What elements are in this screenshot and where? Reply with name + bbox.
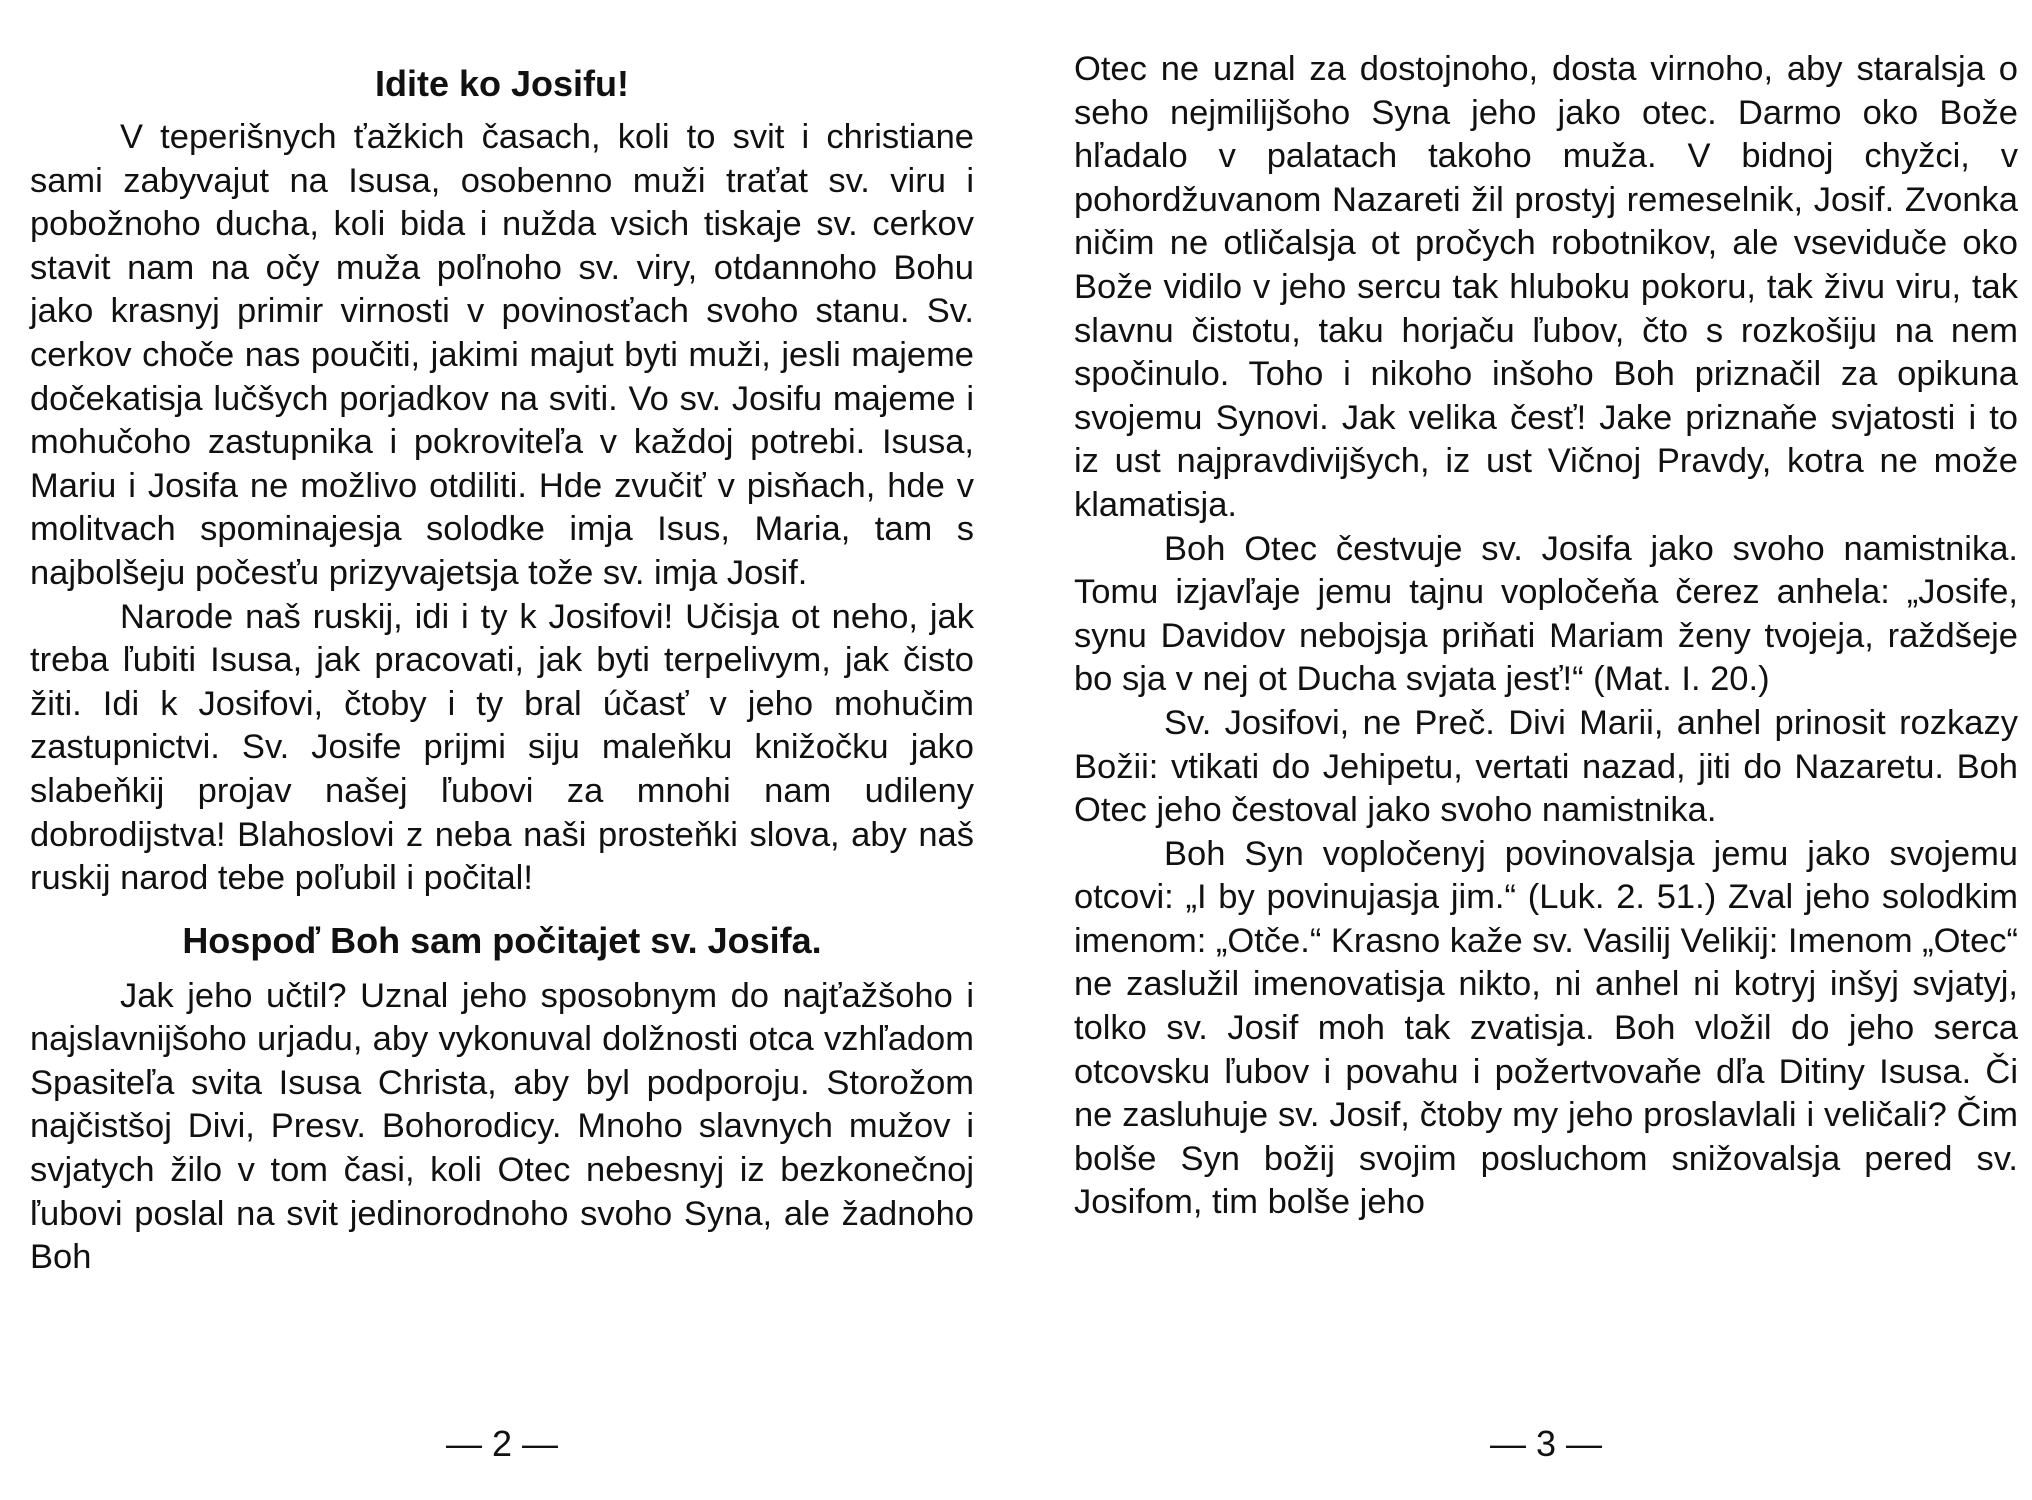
page-number: — 2 — — [445, 1423, 559, 1464]
paragraph: Boh Syn vopločenyj povinovalsja jemu jako svojemu otcovi: „I by povinujasja jim.“ (Luk. 2. 51.) Zval jeho solodkim imenom: „Otče.“ Krasno kaže sv. Vasilij Velikij: Imenom „Otec“ ne zaslužil imenovatisja nikto, ni anhel ni kotryj inšyj svjatyj, tolko sv. Josif moh tak zvatisja. Boh vložil do jeho serca otcovsku ľubov i povahu i požertvovaňe dľa Ditiny Isusa. Či ne zasluhuje sv. Josif, čtoby my jeho proslavlali i veličali? Čim bolše Syn božij svojim posluchom snižovalsja pered sv. Josifom, tim bolše jeho — [1074, 834, 2018, 1222]
paragraph: Jak jeho učtil? Uznal jeho sposobnym do najťažšoho i najslavnijšoho urjadu, aby vykonuval dolžnosti otca vzhľadom Spasiteľa svita Isusa Christa, aby byl podporoju. Storožom najčistšoj Divi, Presv. Bohorodicy. Mnoho slavnych mužov i svjatych žilo v tom časi, koli Otec nebesnyj iz bezkonečnoj ľubovi poslal na svit jedinorodnoho svoho Syna, ale žadnoho Boh — [30, 976, 974, 1277]
paragraph: Otec ne uznal za dostojnoho, dosta virnoho, aby staralsja o seho nejmilijšoho Syna jeho jako otec. Darmo oko Bože hľadalo v palatach takoho muža. V bidnoj chyžci, v pohordžuvanom Nazareti žil prostyj remeselnik, Josif. Zvonka ničim ne otličalsja ot pročych robotnikov, ale vseviduče oko Bože vidilo v jeho sercu tak hluboku pokoru, tak živu viru, tak slavnu čistotu, taku horjaču ľubov, čto s rozkošiju na nem spočinulo. Toho i nikoho inšoho Boh priznačil za opikuna svojemu Synovi. Jak velika česť! Jake priznaňe svjatosti i to iz ust najpravdivijšych, iz ust Vičnoj Pravdy, kotra ne može klamatisja. — [1074, 50, 2018, 524]
paragraph: V teperišnych ťažkich časach, koli to svit i christiane sami zabyvajut na Isusa, osobenno muži traťat sv. viru i pobožnoho ducha, koli bida i nužda vsich tiskaje sv. cerkov stavit nam na očy muža poľnoho sv. viry, otdannoho Bohu jako krasnyj primir virnosti v povinosťach svoho stanu. Sv. cerkov choče nas poučiti, jakimi majut byti muži, jesli majeme dočekatisja lučšych porjadkov na sviti. Vo sv. Josifu majeme i mohučoho zastupnika i pokroviteľa v každoj potrebi. Isusa, Mariu i Josifa ne možlivo otdiliti. Hde zvučiť v pisňach, hde v molitvach spominajesja solodke imja Isus, Maria, tam s najbolšeju počesťu prizyvajetsja tože sv. imja Josif. — [30, 118, 974, 592]
section-heading: Hospoď Boh sam počitajet sv. Josifa. — [182, 919, 822, 961]
left-page — [30, 48, 974, 1488]
paragraph: Boh Otec čestvuje sv. Josifa jako svoho namistnika. Tomu izjavľaje jemu tajnu vopločeňa čerez anhela: „Josife, synu Davidov nebojsja priňati Mariam ženy tvojeja, raždšeje bo sja v nej ot Ducha svjata jesť!“ (Mat. I. 20.) — [1074, 529, 2018, 699]
paragraph: Sv. Josifovi, ne Preč. Divi Marii, anhel prinosit rozkazy Božii: vtikati do Jehipetu, vertati nazad, jiti do Nazaretu. Boh Otec jeho čestoval jako svoho namistnika. — [1074, 703, 2018, 830]
chapter-heading: Idite ko Josifu! — [374, 63, 630, 104]
paragraph: Narode naš ruskij, idi i ty k Josifovi! Učisja ot neho, jak treba ľubiti Isusa, jak pracovati, jak byti terpelivym, jak čisto žiti. Idi k Josifovi, čtoby i ty bral účasť v jeho mohučim zastupnictvi. Sv. Josife prijmi siju maleňku knižočku jako slabeňkij projav našej ľubovi za mnohi nam udileny dobrodijstva! Blahoslovi z neba naši prosteňki slova, aby naš ruskij narod tebe poľubil i počital! — [30, 597, 974, 898]
right-page — [1074, 48, 2018, 1488]
page-number: — 3 — — [1489, 1423, 1603, 1464]
